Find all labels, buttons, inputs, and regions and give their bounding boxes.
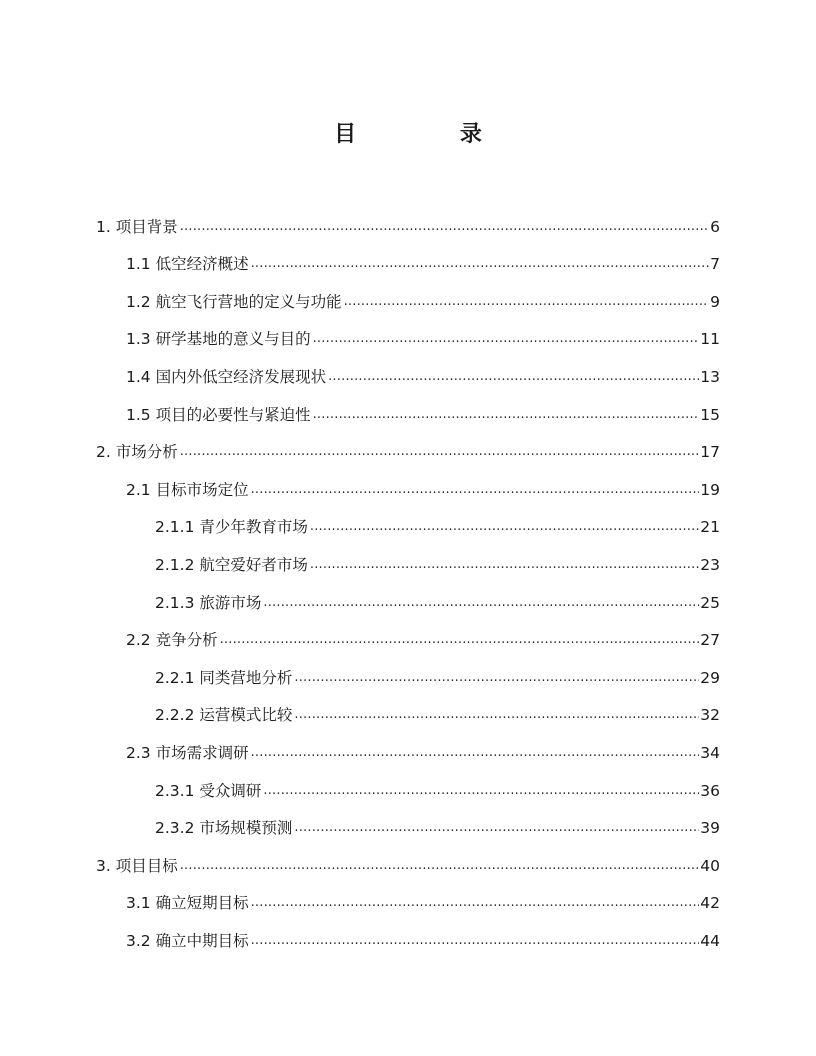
toc-entry[interactable] <box>126 613 720 651</box>
toc-entry-page-number: 29 <box>700 668 720 687</box>
toc-leader-dots <box>294 669 699 688</box>
toc-entry[interactable] <box>155 575 720 613</box>
toc-entry-label: 2.1.2 航空爱好者市场 <box>155 555 308 574</box>
toc-entry-label: 1.4 国内外低空经济发展现状 <box>126 367 327 386</box>
toc-entry[interactable] <box>126 274 720 312</box>
toc-leader-dots <box>310 518 699 537</box>
toc-leader-dots <box>251 894 700 913</box>
toc-entry-label: 1.5 项目的必要性与紧迫性 <box>126 405 311 424</box>
toc-entry[interactable] <box>126 462 720 500</box>
toc-entry-page-number: 6 <box>710 217 720 236</box>
toc-entry-label: 3.1 确立短期目标 <box>126 894 249 913</box>
toc-leader-dots <box>251 744 700 763</box>
toc-entry[interactable] <box>126 913 720 951</box>
toc-entry-label: 2.1.1 青少年教育市场 <box>155 518 308 537</box>
toc-entry-page-number: 21 <box>700 518 720 537</box>
toc-entry-page-number: 25 <box>700 593 720 612</box>
toc-entry-label: 2.1.3 旅游市场 <box>155 593 262 612</box>
toc-leader-dots <box>313 330 700 349</box>
toc-entry[interactable] <box>155 650 720 688</box>
toc-leader-dots <box>251 255 710 274</box>
toc-entry[interactable] <box>126 725 720 763</box>
toc-entry-page-number: 11 <box>700 330 720 349</box>
toc-leader-dots <box>180 857 700 876</box>
toc-entry-page-number: 27 <box>700 631 720 650</box>
toc-entry-page-number: 17 <box>700 443 720 462</box>
toc-entry-label: 2.3 市场需求调研 <box>126 743 249 762</box>
toc-leader-dots <box>310 556 699 575</box>
toc-leader-dots <box>263 594 699 613</box>
toc-entry-page-number: 7 <box>710 255 720 274</box>
toc-entry[interactable] <box>126 312 720 350</box>
toc-entry-page-number: 15 <box>700 405 720 424</box>
toc-leader-dots <box>263 782 699 801</box>
toc-entry-label: 1.2 航空飞行营地的定义与功能 <box>126 292 342 311</box>
toc-entry-label: 1. 项目背景 <box>96 217 178 236</box>
toc-leader-dots <box>344 293 710 312</box>
toc-entry-page-number: 9 <box>710 292 720 311</box>
toc-entry[interactable] <box>126 387 720 425</box>
toc-entry-page-number: 19 <box>700 480 720 499</box>
toc-entry-label: 2.1 目标市场定位 <box>126 480 249 499</box>
toc-leader-dots <box>251 932 700 951</box>
toc-leader-dots <box>294 706 699 725</box>
toc-entry[interactable] <box>155 801 720 839</box>
toc-leader-dots <box>251 481 700 500</box>
toc-entry[interactable] <box>96 838 720 876</box>
toc-leader-dots <box>313 406 700 425</box>
toc-entry-page-number: 39 <box>700 819 720 838</box>
toc-leader-dots <box>294 819 699 838</box>
toc-leader-dots <box>180 218 709 237</box>
toc-entry[interactable] <box>96 425 720 463</box>
toc-entry-page-number: 44 <box>700 931 720 950</box>
toc-entry-label: 2. 市场分析 <box>96 443 178 462</box>
toc-entry-label: 2.2.1 同类营地分析 <box>155 668 293 687</box>
toc-entry-label: 3. 项目目标 <box>96 856 178 875</box>
toc-entry[interactable] <box>126 237 720 275</box>
toc-entry-label: 2.3.1 受众调研 <box>155 781 262 800</box>
toc-entry-label: 2.2.2 运营模式比较 <box>155 706 293 725</box>
toc-leader-dots <box>180 443 700 462</box>
toc-entry-label: 2.3.2 市场规模预测 <box>155 819 293 838</box>
toc-entry[interactable] <box>126 876 720 914</box>
toc-entry[interactable] <box>155 688 720 726</box>
toc-entry[interactable] <box>96 199 720 237</box>
toc-entry-page-number: 32 <box>700 706 720 725</box>
toc-entry-page-number: 23 <box>700 555 720 574</box>
toc-entry[interactable] <box>155 537 720 575</box>
toc-title: 目 录 <box>334 122 530 147</box>
toc-entry-page-number: 34 <box>700 743 720 762</box>
toc-entry[interactable] <box>155 500 720 538</box>
toc-entry-page-number: 40 <box>700 856 720 875</box>
toc-entry-page-number: 13 <box>700 367 720 386</box>
toc-entry-label: 1.3 研学基地的意义与目的 <box>126 330 311 349</box>
toc-entry[interactable] <box>155 763 720 801</box>
toc-entry-page-number: 36 <box>700 781 720 800</box>
toc-leader-dots <box>220 631 700 650</box>
toc-entry-label: 2.2 竞争分析 <box>126 631 218 650</box>
toc-entry-page-number: 42 <box>700 894 720 913</box>
toc-entry[interactable] <box>126 349 720 387</box>
toc-leader-dots <box>328 368 699 387</box>
toc-entry-label: 1.1 低空经济概述 <box>126 255 249 274</box>
toc-entry-label: 3.2 确立中期目标 <box>126 931 249 950</box>
